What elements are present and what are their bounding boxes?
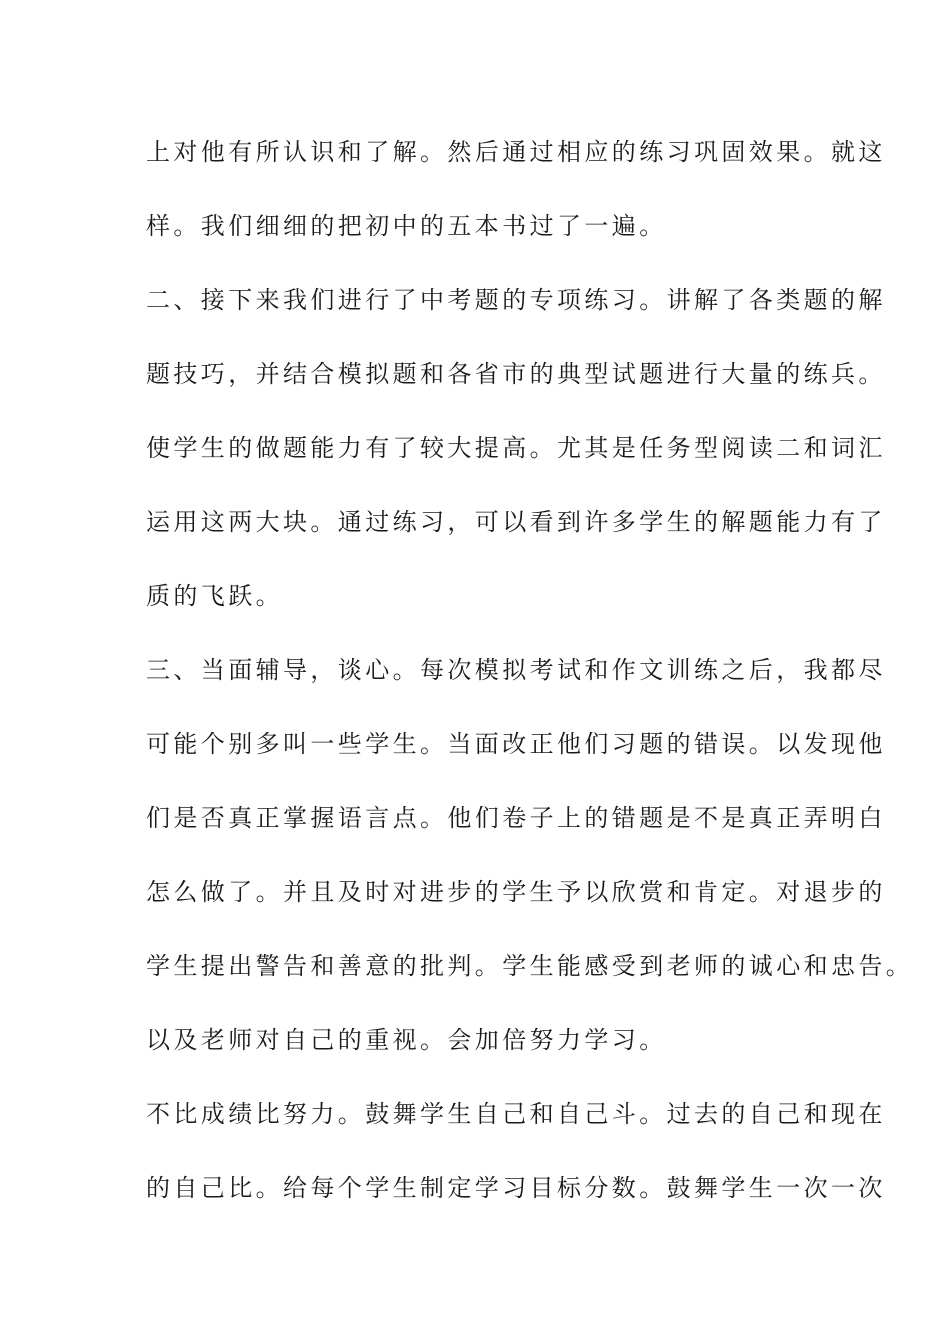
- text-line: 不比成绩比努力。鼓舞学生自己和自己斗。过去的自己和现在: [146, 1100, 886, 1128]
- document-body: [146, 128, 914, 1238]
- text-line: 三、当面辅导，谈心。每次模拟考试和作文训练之后，我都尽: [146, 656, 886, 684]
- text-line: 质的飞跃。: [146, 582, 283, 610]
- text-line: 学生提出警告和善意的批判。学生能感受到老师的诚心和忠告。: [146, 952, 914, 980]
- text-line: 怎么做了。并且及时对进步的学生予以欣赏和肯定。对退步的: [146, 878, 886, 906]
- text-line: 可能个别多叫一些学生。当面改正他们习题的错误。以发现他: [146, 730, 886, 758]
- text-line: 以及老师对自己的重视。会加倍努力学习。: [146, 1026, 667, 1054]
- text-line: 的自己比。给每个学生制定学习目标分数。鼓舞学生一次一次: [146, 1174, 886, 1202]
- text-line: 样。我们细细的把初中的五本书过了一遍。: [146, 212, 667, 240]
- text-line: 上对他有所认识和了解。然后通过相应的练习巩固效果。就这: [146, 138, 886, 166]
- text-line: 使学生的做题能力有了较大提高。尤其是任务型阅读二和词汇: [146, 434, 886, 462]
- text-line: 二、接下来我们进行了中考题的专项练习。讲解了各类题的解: [146, 286, 886, 314]
- text-line: 们是否真正掌握语言点。他们卷子上的错题是不是真正弄明白: [146, 804, 886, 832]
- text-line: 运用这两大块。通过练习，可以看到许多学生的解题能力有了: [146, 508, 886, 536]
- text-line: 题技巧，并结合模拟题和各省市的典型试题进行大量的练兵。: [146, 360, 886, 388]
